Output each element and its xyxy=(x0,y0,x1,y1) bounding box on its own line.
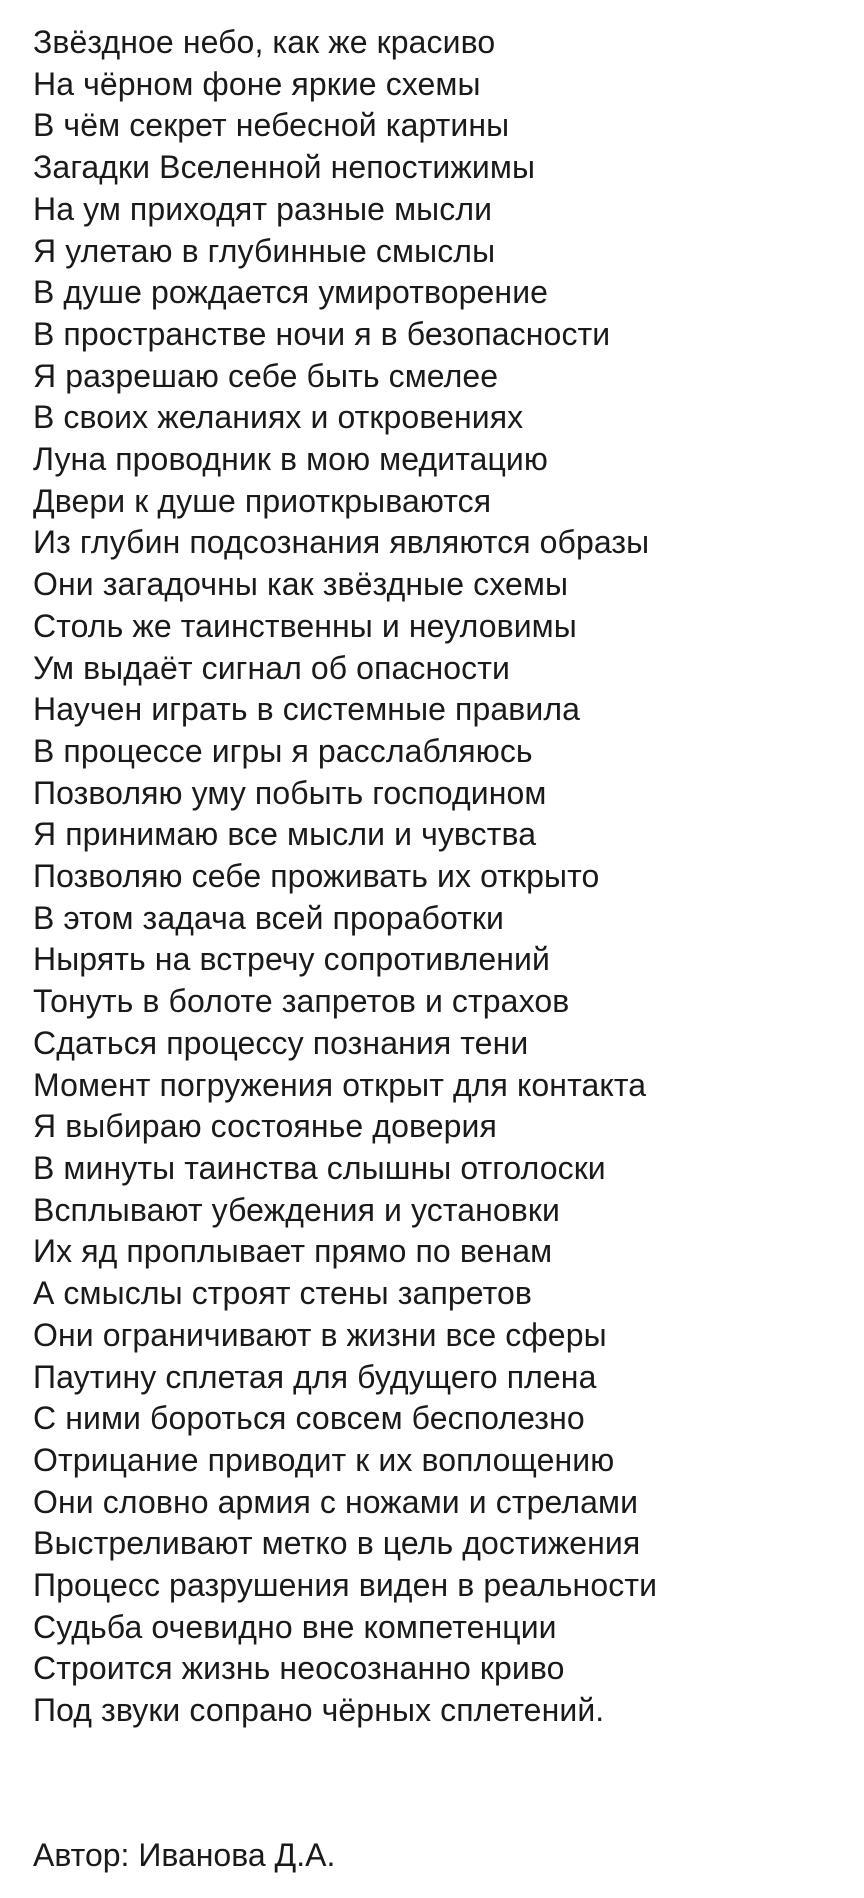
poem-line: На ум приходят разные мысли xyxy=(33,190,493,227)
poem-line: Позволяю себе проживать их открыто xyxy=(33,858,600,895)
poem-line: Они загадочны как звёздные схемы xyxy=(33,566,569,603)
poem-line: В процессе игры я расслабляюсь xyxy=(33,732,533,769)
poem-line: Загадки Вселенной непостижимы xyxy=(33,149,536,186)
poem-line: Луна проводник в мою медитацию xyxy=(33,441,548,478)
poem-line: Судьба очевидно вне компетенции xyxy=(33,1608,557,1645)
poem-line: В пространстве ночи я в безопасности xyxy=(33,315,611,352)
poem-line: Нырять на встречу сопротивлений xyxy=(33,941,551,978)
poem-line: Паутину сплетая для будущего плена xyxy=(33,1358,597,1395)
poem-line: Их яд проплывает прямо по венам xyxy=(33,1233,553,1270)
poem-line: В этом задача всей проработки xyxy=(33,899,505,936)
poem-line: Всплывают убеждения и установки xyxy=(33,1191,560,1228)
poem-line: Процесс разрушения виден в реальности xyxy=(33,1567,658,1604)
poem-line: А смыслы строят стены запретов xyxy=(33,1275,532,1312)
poem-line: Я улетаю в глубинные смыслы xyxy=(33,232,496,269)
poem-line: Строится жизнь неосознанно криво xyxy=(33,1650,565,1687)
poem-text xyxy=(33,22,853,1732)
poem-line: На чёрном фоне яркие схемы xyxy=(33,65,481,102)
poem-line: В чём секрет небесной картины xyxy=(33,107,510,144)
poem-line: В минуты таинства слышны отголоски xyxy=(33,1149,606,1186)
poem-line: Из глубин подсознания являются образы xyxy=(33,524,650,561)
poem-line: В своих желаниях и откровениях xyxy=(33,399,524,436)
author-credit: Автор: Иванова Д.А. xyxy=(33,1837,336,1873)
poem-line: Я принимаю все мысли и чувства xyxy=(33,816,537,853)
poem-line: Они ограничивают в жизни все сферы xyxy=(33,1316,607,1353)
poem-line: Звёздное небо, как же красиво xyxy=(33,24,496,60)
poem-line: Ум выдаёт сигнал об опасности xyxy=(33,649,511,686)
poem-line: Позволяю уму побыть господином xyxy=(33,774,547,811)
poem-line: Я выбираю состоянье доверия xyxy=(33,1108,497,1145)
poem-line: Сдаться процессу познания тени xyxy=(33,1024,529,1061)
poem-line: Момент погружения открыт для контакта xyxy=(33,1066,647,1103)
poem-line: Столь же таинственны и неуловимы xyxy=(33,607,577,644)
poem-line: В душе рождается умиротворение xyxy=(33,274,549,311)
poem-line: Под звуки сопрано чёрных сплетений. xyxy=(33,1692,605,1729)
poem-line: Отрицание приводит к их воплощению xyxy=(33,1441,615,1478)
poem-line: Я разрешаю себе быть смелее xyxy=(33,357,499,394)
poem-line: Они словно армия с ножами и стрелами xyxy=(33,1483,639,1520)
poem-line: Двери к душе приоткрываются xyxy=(33,482,492,519)
poem-line: С ними бороться совсем бесполезно xyxy=(33,1400,585,1437)
poem-line: Научен играть в системные правила xyxy=(33,691,581,728)
poem-line: Выстреливают метко в цель достижения xyxy=(33,1525,641,1562)
poem-line: Тонуть в болоте запретов и страхов xyxy=(33,983,570,1020)
